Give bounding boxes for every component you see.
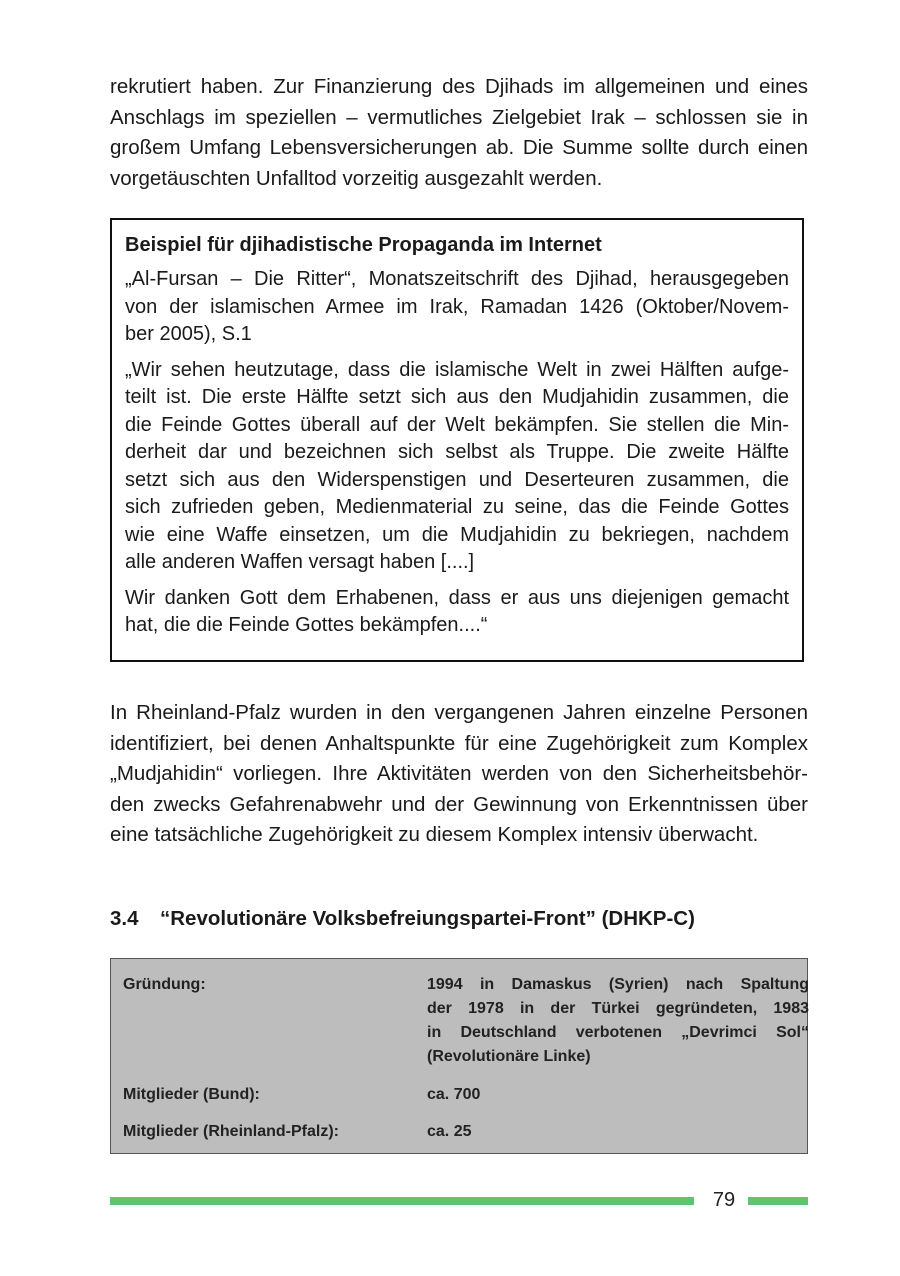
intro-line: vorgetäuschten Unfalltod vorzeitig ausgezahlt werden.: [110, 166, 603, 190]
fact-table: [110, 958, 808, 1154]
intro-line: großem Umfang Lebensversicherungen ab. Die Summe sollte durch einen: [110, 136, 808, 159]
body-line: eine tatsächliche Zugehörigkeit zu diesem Komplex intensiv überwacht.: [110, 823, 759, 846]
closing-line: hat, die die Feinde Gottes bekämpfen....“: [125, 614, 488, 636]
quote-line: „Wir sehen heutzutage, dass die islamische Welt in zwei Hälften aufge-: [125, 358, 789, 381]
quote-line: derheit dar und bezeichnen sich selbst als Truppe. Die zweite Hälfte: [125, 441, 789, 463]
body-line: identifiziert, bei denen Anhaltspunkte für eine Zugehörigkeit zum Komplex: [110, 731, 808, 755]
section-title: “Revolutionäre Volksbefreiungspartei-Front” (DHKP-C): [160, 907, 695, 930]
body-line: den zwecks Gefahrenabwehr und der Gewinnung von Erkenntnissen über: [110, 792, 808, 816]
source-line: ber 2005), S.1: [125, 323, 252, 345]
section-number: 3.4: [110, 907, 139, 930]
value-line: (Revolutionäre Linke): [427, 1048, 591, 1065]
footer-bar-right: [748, 1197, 808, 1205]
closing-line: Wir danken Gott dem Erhabenen, dass er aus uns diejenigen gemacht: [125, 586, 789, 609]
section-heading: [110, 904, 695, 934]
source-line: von der islamischen Armee im Irak, Ramadan 1426 (Oktober/Novem-: [125, 295, 789, 318]
row-label: Mitglieder (Rheinland-Pfalz):: [123, 1123, 339, 1140]
footer-bar-left: [110, 1197, 694, 1205]
box-source: [125, 266, 789, 349]
intro-line: rekrutiert haben. Zur Finanzierung des Djihads im allgemeinen und eines: [110, 75, 808, 98]
quote-line: teilt ist. Die erste Hälfte setzt sich aus den Mudjahidin zusammen, die: [125, 386, 789, 408]
page-number: 79: [712, 1189, 736, 1211]
source-line: „Al-Fursan – Die Ritter“, Monatszeitschrift des Djihad, herausgegeben: [125, 268, 789, 290]
propaganda-example-box: [110, 218, 804, 662]
row-value: [427, 1120, 809, 1144]
intro-paragraph: [110, 72, 808, 194]
rheinland-pfalz-paragraph: [110, 698, 808, 851]
value-line: 1994 in Damaskus (Syrien) nach Spaltung: [427, 976, 809, 993]
body-line: In Rheinland-Pfalz wurden in den vergangenen Jahren einzelne Personen: [110, 701, 808, 724]
value-line: der 1978 in der Türkei gegründeten, 1983: [427, 1000, 809, 1017]
row-value: [427, 1083, 809, 1107]
box-title: Beispiel für djihadistische Propaganda im Internet: [125, 234, 602, 256]
quote-line: alle anderen Waffen versagt haben [....]: [125, 551, 475, 573]
value-line: ca. 25: [427, 1123, 472, 1140]
quote-line: wie eine Waffe einsetzen, um die Mudjahidin zu bekriegen, nachdem: [125, 523, 789, 546]
quote-line: setzt sich aus den Widerspenstigen und Deserteuren zusammen, die: [125, 468, 789, 491]
row-value: [427, 973, 809, 1069]
intro-line: Anschlags im speziellen – vermutliches Zielgebiet Irak – schlossen sie in: [110, 105, 808, 129]
value-line: ca. 700: [427, 1086, 481, 1103]
box-closing: [125, 585, 789, 640]
quote-line: sich zufrieden geben, Medienmaterial zu seine, das die Feinde Gottes: [125, 496, 789, 518]
row-label: Mitglieder (Bund):: [123, 1086, 260, 1103]
row-label: Gründung:: [123, 976, 206, 993]
value-line: in Deutschland verbotenen „Devrimci Sol“: [427, 1024, 809, 1041]
quote-line: die Feinde Gottes überall auf der Welt bekämpfen. Sie stellen die Min-: [125, 413, 789, 436]
body-line: „Mudjahidin“ vorliegen. Ihre Aktivitäten werden von den Sicherheitsbehör-: [110, 762, 808, 785]
box-quote: [125, 357, 789, 577]
